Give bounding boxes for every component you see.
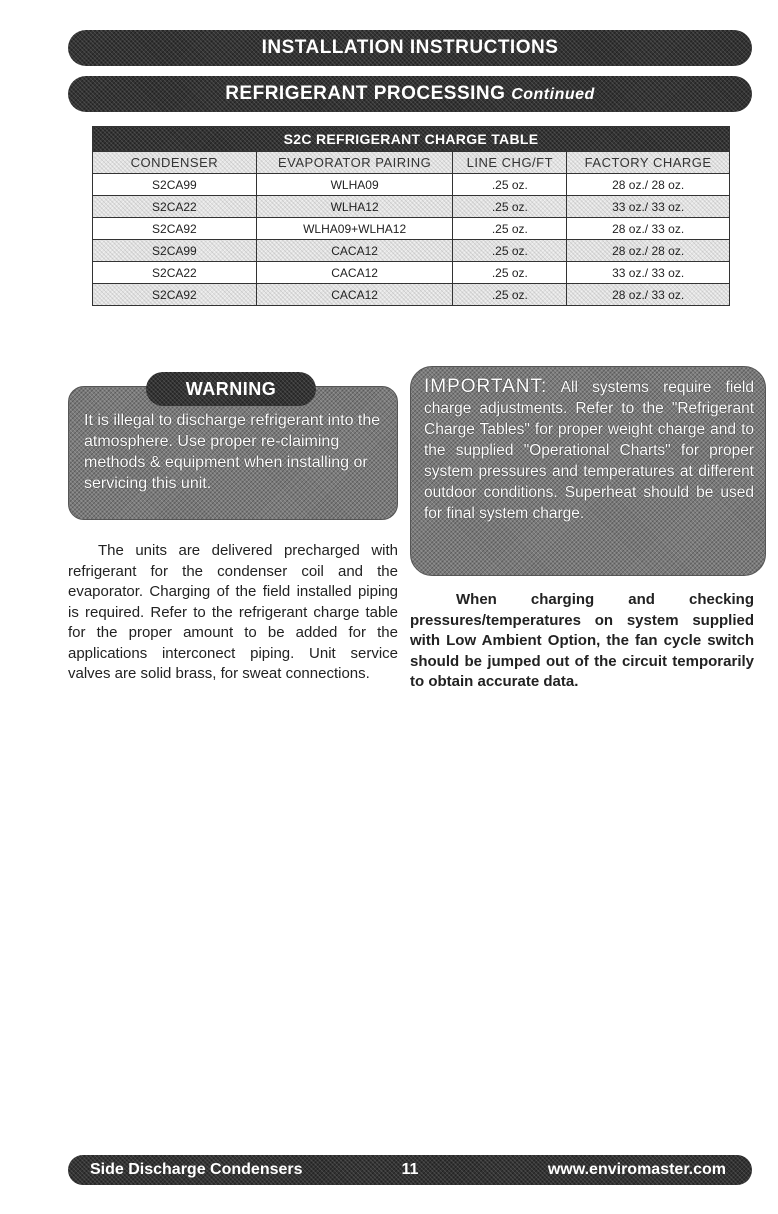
table-cell: WLHA12	[256, 196, 453, 218]
table-cell: 28 oz./ 28 oz.	[567, 240, 730, 262]
refrigerant-charge-table	[92, 126, 730, 306]
table-cell: .25 oz.	[453, 262, 567, 284]
page-title: INSTALLATION INSTRUCTIONS	[261, 37, 559, 58]
charging-note	[410, 590, 754, 693]
header-banner	[68, 30, 752, 66]
table-cell: CACA12	[256, 240, 453, 262]
table-row	[93, 284, 730, 306]
table-cell: S2CA92	[93, 218, 257, 240]
table-cell: CACA12	[256, 262, 453, 284]
important-text: All systems require field charge adjustments. Refer to the "Refrigerant Charge Tables" for proper weight charge and to the supplied "Operational Charts" for proper system pressures and temperatures at different outdoor conditions. Superheat should be used for final system charge.	[424, 379, 754, 522]
table-cell: S2CA99	[93, 240, 257, 262]
footer-bar	[68, 1155, 752, 1185]
column-header-condenser: CONDENSER	[93, 152, 257, 174]
table-title: S2C REFRIGERANT CHARGE TABLE	[93, 127, 730, 152]
table-cell: 33 oz./ 33 oz.	[567, 262, 730, 284]
table-cell: .25 oz.	[453, 196, 567, 218]
page-number: 11	[401, 1161, 419, 1178]
important-text-block	[424, 376, 754, 524]
column-header-line-chg: LINE CHG/FT	[453, 152, 567, 174]
section-banner	[68, 76, 752, 112]
column-header-evaporator-pairing: EVAPORATOR PAIRING	[256, 152, 453, 174]
table-cell: 33 oz./ 33 oz.	[567, 196, 730, 218]
table-cell: .25 oz.	[453, 174, 567, 196]
warning-text: It is illegal to discharge refrigerant into the atmosphere. Use proper re-claiming methods & equipment when installing or servicing this unit.	[84, 412, 381, 492]
table-cell: .25 oz.	[453, 218, 567, 240]
footer-product-name: Side Discharge Condensers	[90, 1161, 303, 1178]
footer-website: www.enviromaster.com	[547, 1161, 726, 1178]
table-cell: S2CA99	[93, 174, 257, 196]
body-paragraph	[68, 541, 398, 685]
table-row	[93, 174, 730, 196]
warning-title: WARNING	[146, 372, 316, 406]
table-row	[93, 262, 730, 284]
column-header-factory-charge: FACTORY CHARGE	[567, 152, 730, 174]
section-title: REFRIGERANT PROCESSING	[225, 83, 506, 104]
table-cell: CACA12	[256, 284, 453, 306]
important-lead: IMPORTANT:	[424, 376, 548, 397]
table-cell: 28 oz./ 28 oz.	[567, 174, 730, 196]
table-cell: .25 oz.	[453, 240, 567, 262]
table-row	[93, 196, 730, 218]
table-cell: 28 oz./ 33 oz.	[567, 218, 730, 240]
table-cell: S2CA92	[93, 284, 257, 306]
body-paragraph-text: The units are delivered precharged with refrigerant for the condenser coil and the evaporator. Charging of the field installed piping is required. Refer to the refrigerant charge table for the proper amount to be added for the applications interconect piping. Unit service valves are solid brass, for sweat connections.	[68, 542, 398, 682]
charging-note-text: When charging and checking pressures/temperatures on system supplied with Low Ambient Option, the fan cycle switch should be jumped out of the circuit temporarily to obtain accurate data.	[410, 591, 754, 690]
table-cell: S2CA22	[93, 262, 257, 284]
table-cell: .25 oz.	[453, 284, 567, 306]
table-cell: WLHA09+WLHA12	[256, 218, 453, 240]
table-row	[93, 218, 730, 240]
table-cell: S2CA22	[93, 196, 257, 218]
section-suffix: Continued	[511, 86, 595, 103]
table-cell: WLHA09	[256, 174, 453, 196]
table-row	[93, 240, 730, 262]
table-cell: 28 oz./ 33 oz.	[567, 284, 730, 306]
